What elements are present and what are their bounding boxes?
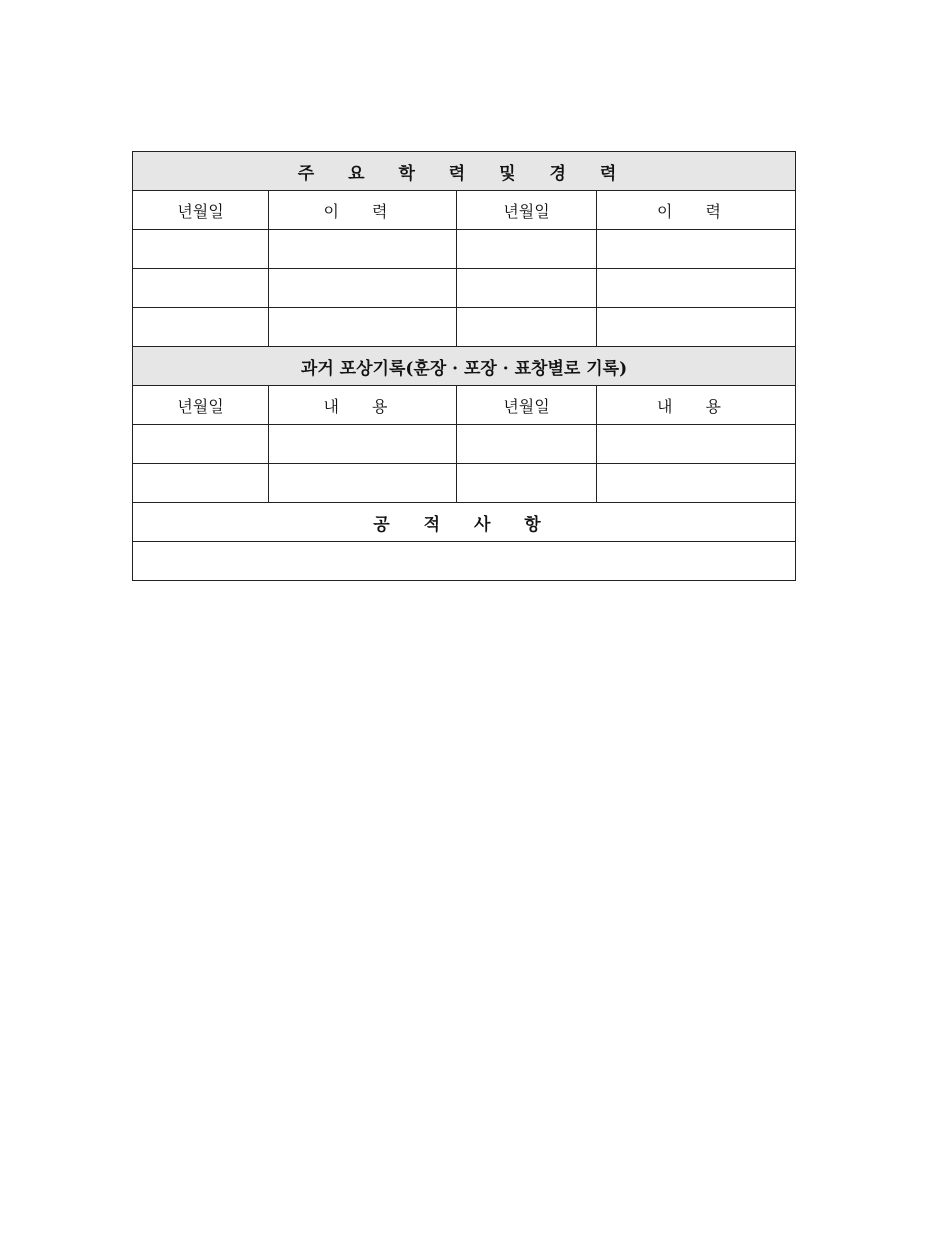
history-cell[interactable] [269,269,457,308]
date-cell[interactable] [133,464,269,503]
table-row [133,230,796,269]
awards-title: 과거 포상기록(훈장 · 포장 · 표창별로 기록) [300,358,628,379]
date-column-header: 년월일 [457,191,597,230]
education-career-title: 주 요 학 력 및 경 력 [297,163,631,184]
merits-title-cell [133,503,796,542]
history-column-header: 이 력 [269,191,457,230]
table-row [133,464,796,503]
history-cell[interactable] [269,230,457,269]
merits-content-area[interactable] [133,542,796,581]
date-column-header: 년월일 [133,191,269,230]
content-cell[interactable] [597,464,796,503]
awards-column-row [133,386,796,425]
date-cell[interactable] [457,308,597,347]
history-cell[interactable] [269,308,457,347]
merits-title: 공 적 사 항 [373,514,555,535]
history-column-header: 이 력 [597,191,796,230]
date-cell[interactable] [457,269,597,308]
table-row [133,269,796,308]
awards-title-cell [133,347,796,386]
content-column-header: 내 용 [269,386,457,425]
education-career-column-row [133,191,796,230]
table-row [133,425,796,464]
history-cell[interactable] [597,308,796,347]
date-column-header: 년월일 [457,386,597,425]
table-row [133,308,796,347]
awards-header-row [133,347,796,386]
date-cell[interactable] [133,230,269,269]
merit-record-form [132,151,796,581]
merits-header-row [133,503,796,542]
history-cell[interactable] [597,230,796,269]
date-cell[interactable] [133,308,269,347]
merits-content-row [133,542,796,581]
content-column-header: 내 용 [597,386,796,425]
date-cell[interactable] [457,425,597,464]
date-cell[interactable] [133,269,269,308]
content-cell[interactable] [597,425,796,464]
education-career-header-row [133,152,796,191]
content-cell[interactable] [269,464,457,503]
content-cell[interactable] [269,425,457,464]
date-cell[interactable] [457,230,597,269]
date-cell[interactable] [457,464,597,503]
date-cell[interactable] [133,425,269,464]
education-career-title-cell [133,152,796,191]
history-cell[interactable] [597,269,796,308]
date-column-header: 년월일 [133,386,269,425]
